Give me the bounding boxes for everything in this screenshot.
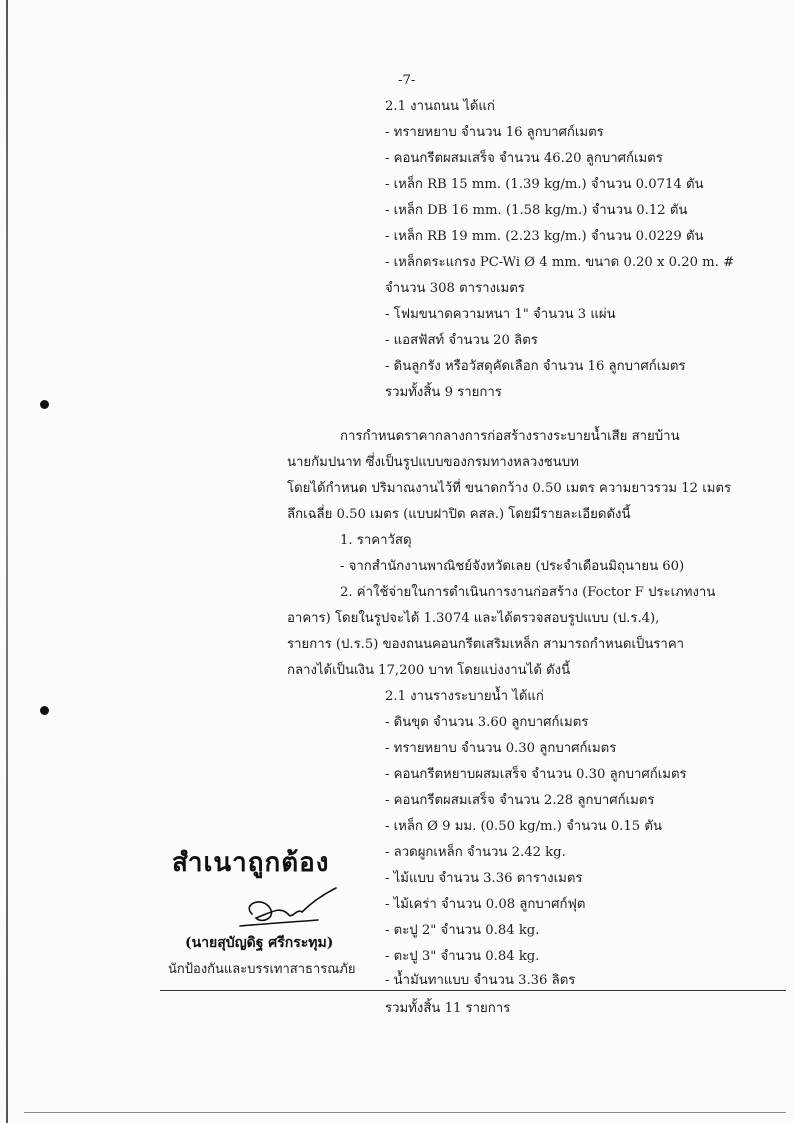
list-item: - คอนกรีตผสมเสร็จ จำนวน 46.20 ลูกบาศก์เมตร — [385, 151, 663, 166]
list-item: - ไม้แบบ จำนวน 3.36 ตารางเมตร — [385, 871, 583, 886]
list-item: - ตะปู 3" จำนวน 0.84 kg. — [385, 949, 540, 964]
paragraph-line: อาคาร) โดยในรูปจะได้ 1.3074 และได้ตรวจสอบรูปแบบ (ป.ร.4), — [287, 611, 660, 626]
drain-heading: 2.1 งานรางระบายน้ำ ได้แก่ — [385, 689, 544, 704]
list-item: - ไม้เคร่า จำนวน 0.08 ลูกบาศก์ฟุต — [385, 897, 586, 912]
road-total: รวมทั้งสิ้น 9 รายการ — [385, 385, 502, 400]
punch-hole-bottom — [40, 706, 49, 715]
list-item: - ดินขุด จำนวน 3.60 ลูกบาศก์เมตร — [385, 715, 589, 730]
material-price-heading: 1. ราคาวัสดุ — [340, 533, 412, 548]
paragraph-line: รายการ (ป.ร.5) ของถนนคอนกรีตเสริมเหล็ก สามารถกำหนดเป็นราคา — [287, 637, 685, 652]
list-item: จำนวน 308 ตารางเมตร — [385, 281, 525, 296]
list-item: - เหล็ก RB 19 mm. (2.23 kg/m.) จำนวน 0.0229 ตัน — [385, 229, 704, 244]
list-item: - คอนกรีตผสมเสร็จ จำนวน 2.28 ลูกบาศก์เมตร — [385, 793, 655, 808]
paragraph-line: นายกัมปนาท ซึ่งเป็นรูปแบบของกรมทางหลวงชนบท — [287, 455, 579, 470]
signer-name: (นายสุบัญดิฐ ศรีกระทุม) — [185, 935, 334, 951]
list-item: - ตะปู 2" จำนวน 0.84 kg. — [385, 923, 540, 938]
paragraph-line: 2. ค่าใช้จ่ายในการดำเนินการงานก่อสร้าง (Foctor F ประเภทงาน — [340, 585, 716, 600]
list-item: - คอนกรีตหยาบผสมเสร็จ จำนวน 0.30 ลูกบาศก์เมตร — [385, 767, 687, 782]
list-item: - ดินลูกรัง หรือวัสดุคัดเลือก จำนวน 16 ลูกบาศก์เมตร — [385, 359, 686, 374]
list-item: - เหล็ก RB 15 mm. (1.39 kg/m.) จำนวน 0.0714 ตัน — [385, 177, 704, 192]
list-item: - ทรายหยาบ จำนวน 0.30 ลูกบาศก์เมตร — [385, 741, 617, 756]
list-item: - ทรายหยาบ จำนวน 16 ลูกบาศก์เมตร — [385, 125, 604, 140]
signer-title: นักป้องกันและบรรเทาสาธารณภัย — [168, 962, 356, 977]
drain-total: รวมทั้งสิ้น 11 รายการ — [385, 1001, 511, 1016]
list-item: - โฟมขนาดความหนา 1" จำนวน 3 แผ่น — [385, 307, 616, 322]
list-item: - น้ำมันทาแบบ จำนวน 3.36 ลิตร — [385, 973, 576, 988]
divider-line — [160, 990, 786, 991]
road-heading: 2.1 งานถนน ได้แก่ — [385, 99, 495, 114]
paragraph-line: กลางได้เป็นเงิน 17,200 บาท โดยแบ่งงานได้ ดังนี้ — [287, 663, 571, 678]
paragraph-line: การกำหนดราคากลางการก่อสร้างรางระบายน้ำเสีย สายบ้าน — [340, 429, 680, 444]
signature-mark — [232, 884, 342, 934]
bottom-edge-line — [24, 1112, 786, 1113]
list-item: - แอสฟัสท์ จำนวน 20 ลิตร — [385, 333, 538, 348]
list-item: - เหล็กตระแกรง PC-Wi Ø 4 mm. ขนาด 0.20 x 0.20 m. # — [385, 255, 735, 270]
certified-copy-stamp: สำเนาถูกต้อง — [172, 848, 330, 878]
list-item: - ลวดผูกเหล็ก จำนวน 2.42 kg. — [385, 845, 566, 860]
punch-hole-top — [40, 400, 49, 409]
page-edge — [6, 0, 8, 1123]
material-price-source: - จากสำนักงานพาณิชย์จังหวัดเลย (ประจำเดือนมิถุนายน 60) — [340, 559, 685, 574]
paragraph-line: ลึกเฉลี่ย 0.50 เมตร (แบบฝาปิด คสล.) โดยมีรายละเอียดดังนี้ — [287, 507, 631, 522]
list-item: - เหล็ก DB 16 mm. (1.58 kg/m.) จำนวน 0.12 ตัน — [385, 203, 688, 218]
list-item: - เหล็ก Ø 9 มม. (0.50 kg/m.) จำนวน 0.15 ตัน — [385, 819, 662, 834]
paragraph-line: โดยได้กำหนด ปริมาณงานไว้ที่ ขนาดกว้าง 0.50 เมตร ความยาวรวม 12 เมตร — [287, 481, 732, 496]
page-number: -7- — [398, 73, 416, 88]
